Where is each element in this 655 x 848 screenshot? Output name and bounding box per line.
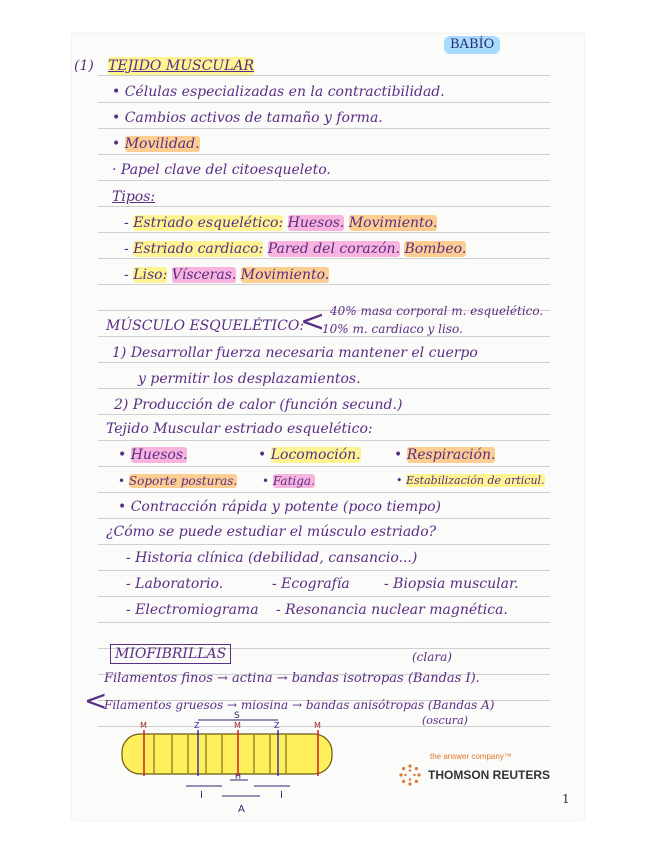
label-z1: Z [194, 721, 200, 730]
label-m1: M [140, 721, 147, 730]
metodo-electromiograma: - Electromiograma [126, 602, 259, 618]
grid-locomocion: • Locomoción. [258, 447, 361, 463]
pct-cardiaco: 10% m. cardiaco y liso. [322, 322, 463, 336]
tipo-estriado-esqueletico: - Estriado esquelético: Huesos. Movimiento. [124, 215, 438, 231]
sarcomere-diagram [114, 708, 344, 818]
funcion-2: 2) Producción de calor (función secund.) [114, 397, 403, 413]
brace-filamentos: < [84, 684, 108, 717]
tejido-estriado-subtitle: Tejido Muscular estriado esquelético: [106, 421, 373, 437]
metodo-laboratorio: - Laboratorio. [126, 576, 224, 592]
filamentos-finos: Filamentos finos → actina → bandas isotropas (Bandas I). [104, 671, 480, 686]
label-m3: M [314, 721, 321, 730]
label-z2: Z [274, 721, 280, 730]
musculo-esqueletico-title: MÚSCULO ESQUELÉTICO: [106, 318, 305, 334]
grid-estabilizacion: • Estabilización de articul. [396, 474, 545, 487]
label-h: H [235, 772, 242, 781]
label-i2: I [280, 790, 283, 801]
thomson-reuters-logo-icon [398, 763, 422, 787]
pct-esqueletico: 40% masa corporal m. esquelético. [330, 304, 544, 318]
header-tag: BABÍO [444, 36, 500, 54]
metodo-ecografia: - Ecografía [272, 576, 350, 592]
tipos-label: Tipos: [112, 189, 156, 205]
tipo-liso: - Liso: Vísceras. Movimiento. [124, 267, 330, 283]
watermark-brand: THOMSON REUTERS [428, 768, 551, 782]
label-clara: (clara) [412, 650, 452, 664]
funcion-1b: y permitir los desplazamientos. [138, 371, 361, 387]
bullet-movilidad: • Movilidad. [112, 136, 200, 152]
label-m2: M [234, 721, 241, 730]
bullet-citoesqueleto: · Papel clave del citoesqueleto. [112, 162, 331, 178]
section-title-tejido-muscular: TEJIDO MUSCULAR [108, 58, 255, 74]
page-number: 1 [562, 792, 570, 806]
label-a: A [238, 804, 245, 815]
funcion-1a: 1) Desarrollar fuerza necesaria mantener el cuerpo [112, 345, 478, 361]
grid-fatiga: • Fatiga. [262, 474, 315, 488]
metodo-resonancia: - Resonancia nuclear magnética. [276, 602, 508, 618]
metodo-biopsia: - Biopsia muscular. [384, 576, 519, 592]
tipo-estriado-cardiaco: - Estriado cardiaco: Pared del corazón. Bombeo. [124, 241, 467, 257]
bullet-celulas: • Células especializadas en la contractibilidad. [112, 84, 445, 100]
section-number: (1) [74, 58, 94, 74]
label-s: S [234, 711, 240, 721]
grid-soporte: • Soporte posturas. [118, 474, 238, 488]
contraccion-rapida: • Contracción rápida y potente (poco tiempo) [118, 499, 441, 515]
label-oscura: (oscura) [422, 714, 468, 727]
grid-huesos: • Huesos. [118, 447, 188, 463]
thomson-reuters-watermark [398, 752, 550, 787]
label-i1: I [200, 790, 203, 801]
metodo-historia: - Historia clínica (debilidad, cansancio...) [126, 550, 418, 566]
watermark-tagline: the answer company™ [430, 752, 512, 761]
miofibrillas-title: MIOFIBRILLAS [110, 644, 231, 664]
pregunta-estudio: ¿Cómo se puede estudiar el músculo estriado? [106, 524, 437, 540]
brace-less-than: < [300, 304, 326, 339]
filamentos-gruesos: Filamentos gruesos → miosina → bandas anisótropas (Bandas A) [104, 698, 495, 712]
bullet-cambios: • Cambios activos de tamaño y forma. [112, 110, 383, 126]
grid-respiracion: • Respiración. [394, 447, 496, 463]
